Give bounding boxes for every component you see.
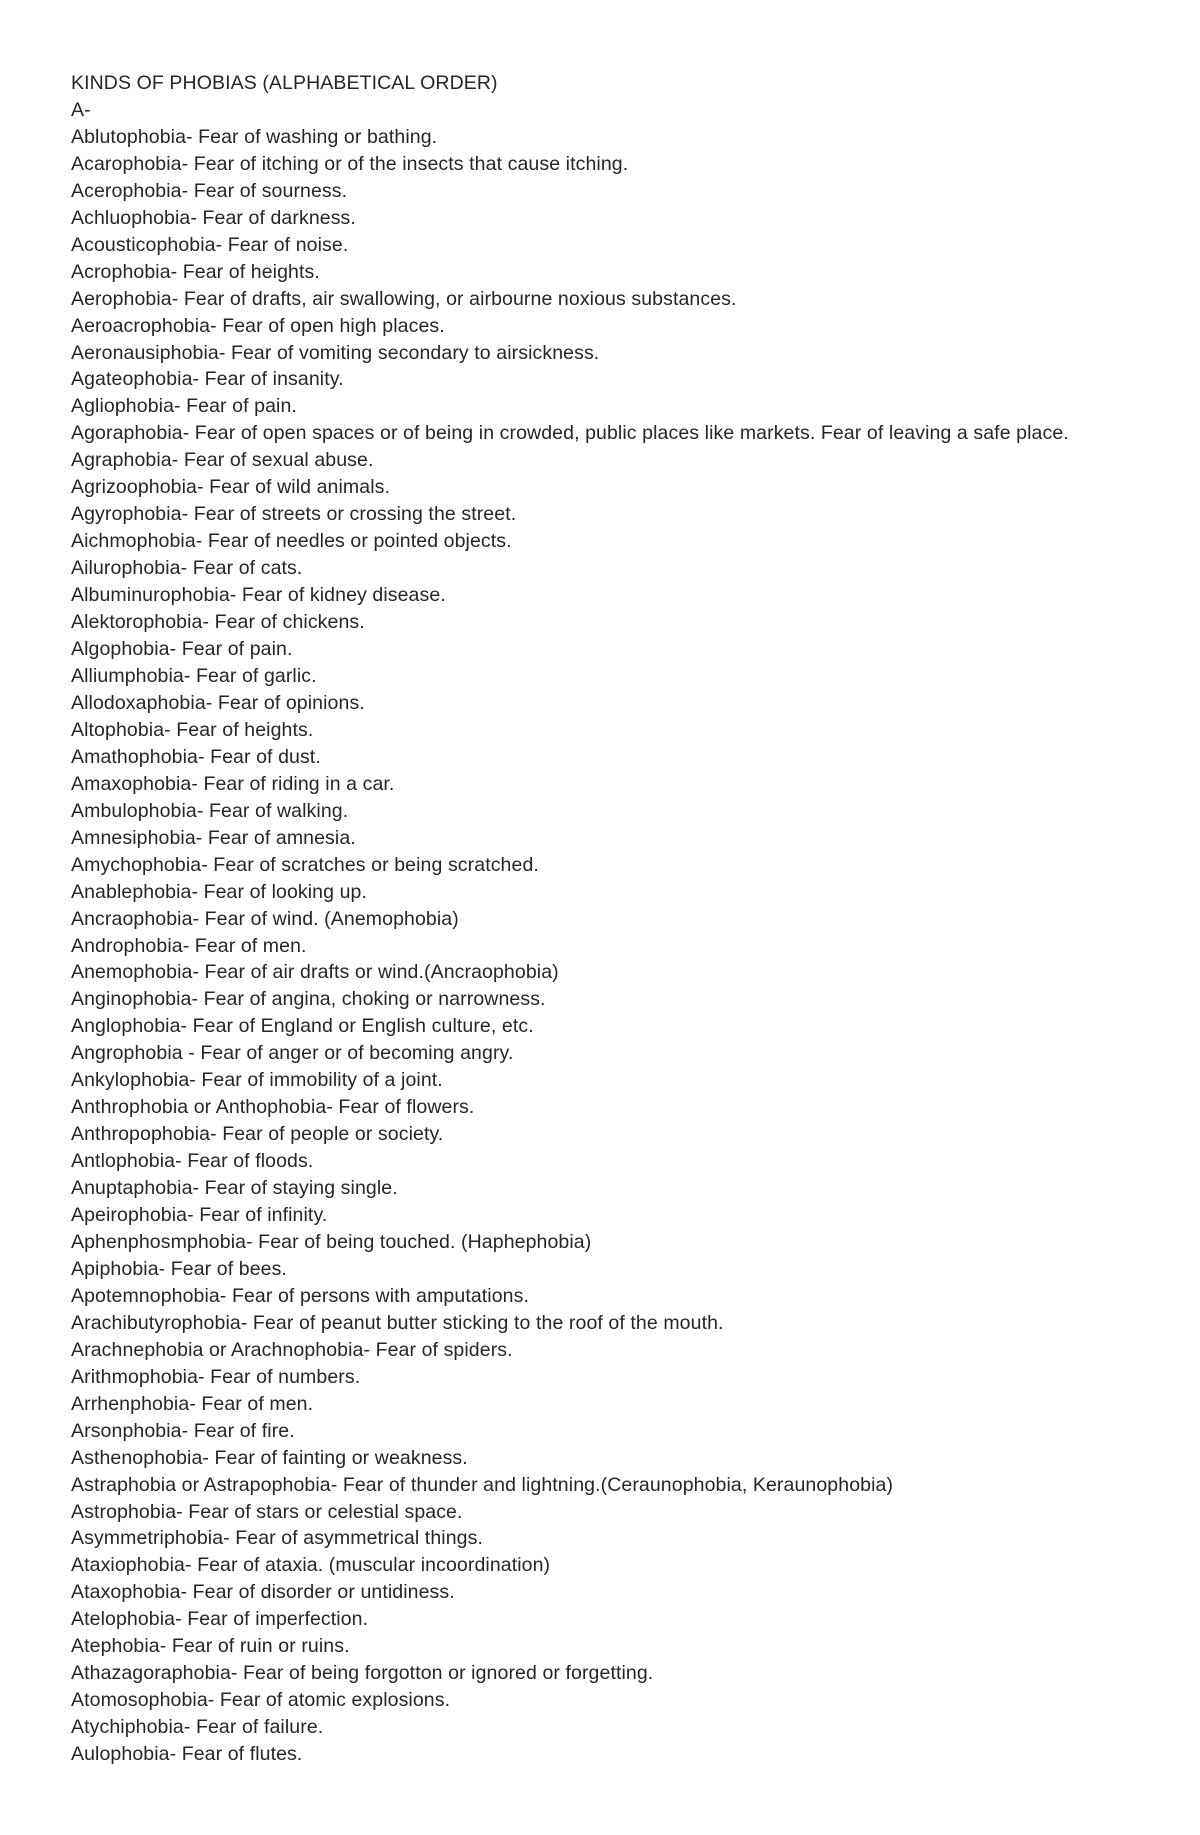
phobia-entry: Anablephobia- Fear of looking up. xyxy=(71,880,367,903)
phobia-entry: Acousticophobia- Fear of noise. xyxy=(71,233,349,256)
phobia-entry: Altophobia- Fear of heights. xyxy=(71,718,314,741)
phobia-entry: Atelophobia- Fear of imperfection. xyxy=(71,1608,369,1631)
phobia-entry: Acarophobia- Fear of itching or of the insects that cause itching. xyxy=(71,152,629,175)
phobia-entry: Arachnephobia or Arachnophobia- Fear of spiders. xyxy=(71,1338,513,1361)
phobia-entry: Androphobia- Fear of men. xyxy=(71,934,307,957)
phobia-entry: Agyrophobia- Fear of streets or crossing the street. xyxy=(71,503,517,526)
phobia-entry: Acrophobia- Fear of heights. xyxy=(71,260,320,283)
phobia-entry: Astraphobia or Astrapophobia- Fear of thunder and lightning.(Ceraunophobia, Keraunophobia) xyxy=(71,1473,894,1496)
phobia-entry: Anuptaphobia- Fear of staying single. xyxy=(71,1177,398,1200)
phobia-entry: Ailurophobia- Fear of cats. xyxy=(71,557,303,580)
phobia-entry: Ataxophobia- Fear of disorder or untidiness. xyxy=(71,1581,455,1604)
phobia-entry: Alliumphobia- Fear of garlic. xyxy=(71,664,317,687)
phobia-entry: Amychophobia- Fear of scratches or being scratched. xyxy=(71,853,539,876)
phobia-entry: Anthropophobia- Fear of people or society. xyxy=(71,1123,444,1146)
phobia-entry: Albuminurophobia- Fear of kidney disease. xyxy=(71,584,446,607)
phobia-entry: Aulophobia- Fear of flutes. xyxy=(71,1743,303,1766)
phobia-list xyxy=(71,124,1131,1768)
phobia-entry: Agliophobia- Fear of pain. xyxy=(71,395,297,418)
phobia-entry: Aeroacrophobia- Fear of open high places. xyxy=(71,314,445,337)
document-title: KINDS OF PHOBIAS (ALPHABETICAL ORDER) xyxy=(71,72,498,94)
phobia-entry: Anemophobia- Fear of air drafts or wind.(Ancraophobia) xyxy=(71,961,559,984)
phobia-entry: Aichmophobia- Fear of needles or pointed objects. xyxy=(71,530,512,553)
phobia-entry: Arachibutyrophobia- Fear of peanut butter sticking to the roof of the mouth. xyxy=(71,1311,724,1334)
phobia-entry: Aphenphosmphobia- Fear of being touched. (Haphephobia) xyxy=(71,1230,592,1253)
phobia-entry: Agrizoophobia- Fear of wild animals. xyxy=(71,476,390,499)
phobia-entry: Angrophobia - Fear of anger or of becoming angry. xyxy=(71,1042,514,1065)
phobia-entry: Acerophobia- Fear of sourness. xyxy=(71,179,348,202)
phobia-entry: Atychiphobia- Fear of failure. xyxy=(71,1716,324,1739)
phobia-entry: Anthrophobia or Anthophobia- Fear of flowers. xyxy=(71,1096,475,1119)
phobia-entry: Aeronausiphobia- Fear of vomiting secondary to airsickness. xyxy=(71,341,600,364)
phobia-entry: Astrophobia- Fear of stars or celestial space. xyxy=(71,1500,463,1523)
phobia-entry: Amathophobia- Fear of dust. xyxy=(71,745,321,768)
phobia-entry: Ambulophobia- Fear of walking. xyxy=(71,799,349,822)
phobia-entry: Allodoxaphobia- Fear of opinions. xyxy=(71,691,365,714)
phobia-entry: Agateophobia- Fear of insanity. xyxy=(71,368,344,391)
phobia-entry: Ataxiophobia- Fear of ataxia. (muscular incoordination) xyxy=(71,1554,551,1577)
phobia-entry: Agoraphobia- Fear of open spaces or of being in crowded, public places like markets. Fear of leaving a safe place. xyxy=(71,422,1069,445)
phobia-entry: Amaxophobia- Fear of riding in a car. xyxy=(71,772,395,795)
phobia-entry: Asymmetriphobia- Fear of asymmetrical things. xyxy=(71,1527,483,1550)
phobia-entry: Asthenophobia- Fear of fainting or weakness. xyxy=(71,1446,468,1469)
phobia-entry: Ankylophobia- Fear of immobility of a joint. xyxy=(71,1069,443,1092)
phobia-entry: Apiphobia- Fear of bees. xyxy=(71,1257,287,1280)
phobia-entry: Achluophobia- Fear of darkness. xyxy=(71,206,356,229)
phobia-entry: Athazagoraphobia- Fear of being forgotton or ignored or forgetting. xyxy=(71,1662,654,1685)
phobia-entry: Agraphobia- Fear of sexual abuse. xyxy=(71,449,374,472)
phobia-entry: Arithmophobia- Fear of numbers. xyxy=(71,1365,361,1388)
section-heading: A- xyxy=(71,98,91,121)
phobia-entry: Anginophobia- Fear of angina, choking or narrowness. xyxy=(71,988,546,1011)
phobia-entry: Arsonphobia- Fear of fire. xyxy=(71,1419,295,1442)
phobia-entry: Ancraophobia- Fear of wind. (Anemophobia) xyxy=(71,907,459,930)
phobia-entry: Apotemnophobia- Fear of persons with amputations. xyxy=(71,1284,529,1307)
phobia-entry: Atomosophobia- Fear of atomic explosions. xyxy=(71,1689,451,1712)
phobia-entry: Aerophobia- Fear of drafts, air swallowing, or airbourne noxious substances. xyxy=(71,287,737,310)
phobia-entry: Atephobia- Fear of ruin or ruins. xyxy=(71,1635,350,1658)
phobia-entry: Amnesiphobia- Fear of amnesia. xyxy=(71,826,356,849)
phobia-entry: Alektorophobia- Fear of chickens. xyxy=(71,611,365,634)
phobia-entry: Ablutophobia- Fear of washing or bathing. xyxy=(71,125,438,148)
phobia-entry: Anglophobia- Fear of England or English culture, etc. xyxy=(71,1015,534,1038)
phobia-entry: Algophobia- Fear of pain. xyxy=(71,638,293,661)
phobia-entry: Antlophobia- Fear of floods. xyxy=(71,1150,314,1173)
phobia-entry: Arrhenphobia- Fear of men. xyxy=(71,1392,314,1415)
phobia-entry: Apeirophobia- Fear of infinity. xyxy=(71,1204,328,1227)
document-body xyxy=(71,70,1131,1768)
